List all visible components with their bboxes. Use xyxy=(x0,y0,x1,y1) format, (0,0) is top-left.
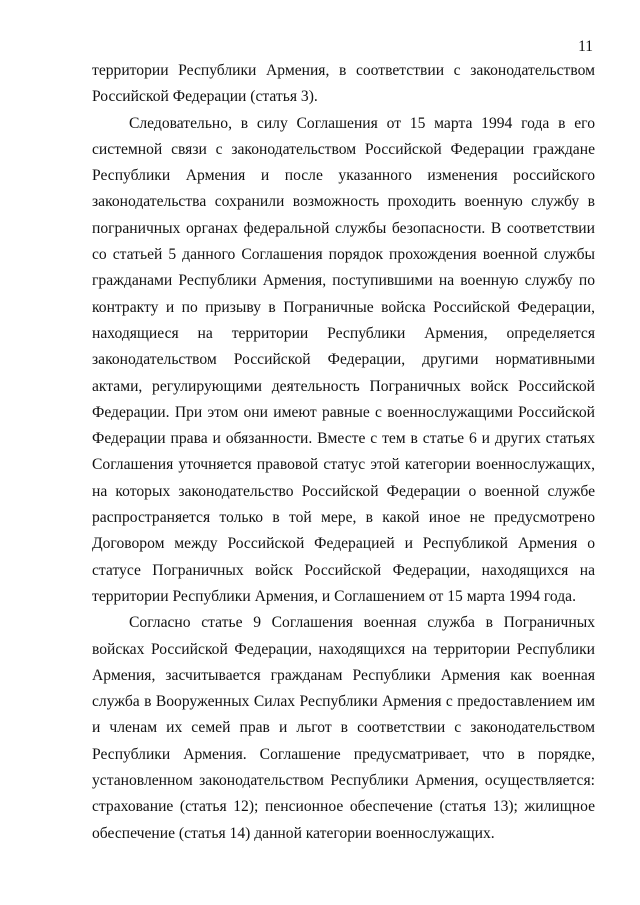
text-line: законодательства сохранили возможность проходить военную службу в xyxy=(92,193,595,211)
text-line: Федерации. При этом они имеют равные с военнослужащими Российской xyxy=(92,403,595,421)
text-line: пограничных органах федеральной службы безопасности. В соответствии xyxy=(92,219,595,237)
text-line: контракту и по призыву в Пограничные войска Российской Федерации, xyxy=(92,298,595,316)
text-line: со статьей 5 данного Соглашения порядок прохождения военной службы xyxy=(92,246,595,264)
text-line: гражданами Республики Армения, поступившими на военную службу по xyxy=(92,272,595,290)
text-line: законодательством Российской Федерации, другими нормативными xyxy=(92,351,595,369)
text-line: Армения, засчитывается гражданам Республики Армения как военная xyxy=(92,666,595,684)
text-line: актами, регулирующими деятельность Пограничных войск Российской xyxy=(92,377,595,395)
text-line: территории Республики Армения, в соответствии с законодательством xyxy=(92,62,595,79)
text-line: Следовательно, в силу Соглашения от 15 марта 1994 года в его xyxy=(129,114,595,132)
text-line: распространяется только в той мере, в какой иное не предусмотрено xyxy=(92,509,595,527)
text-line: Договором между Российской Федерацией и Республикой Армения о xyxy=(92,535,595,553)
text-line: находящиеся на территории Республики Армения, определяется xyxy=(92,324,595,342)
page-number: 11 xyxy=(578,38,593,55)
text-line: системной связи с законодательством Российской Федерации граждане xyxy=(92,140,595,158)
text-line: территории Республики Армения, и Соглашением от 15 марта 1994 года. xyxy=(92,587,577,605)
text-line: служба в Вооруженных Силах Республики Армения с предоставлением им xyxy=(92,693,595,711)
text-line: Республики Армения. Соглашение предусматривает, что в порядке, xyxy=(92,745,595,763)
text-line: Согласно статье 9 Соглашения военная служба в Пограничных xyxy=(129,614,595,632)
text-line: статусе Пограничных войск Российской Федерации, находящихся на xyxy=(92,561,595,579)
text-line: страхование (статья 12); пенсионное обеспечение (статья 13); жилищное xyxy=(92,798,595,816)
text-line: Федерации права и обязанности. Вместе с тем в статье 6 и других статьях xyxy=(92,430,595,448)
text-line: установленном законодательством Республики Армения, осуществляется: xyxy=(92,772,595,790)
text-line: обеспечение (статья 14) данной категории военнослужащих. xyxy=(92,824,495,842)
text-line: Соглашения уточняется правовой статус этой категории военнослужащих, xyxy=(92,456,595,474)
text-line: на которых законодательство Российской Федерации о военной службе xyxy=(92,482,595,500)
text-line: войсках Российской Федерации, находящихся на территории Республики xyxy=(92,640,595,658)
text-line: Республики Армения и после указанного изменения российского xyxy=(92,167,595,185)
text-line: и членам их семей прав и льгот в соответствии с законодательством xyxy=(92,719,595,737)
text-line: Российской Федерации (статья 3). xyxy=(92,88,318,106)
document-body xyxy=(92,58,595,847)
